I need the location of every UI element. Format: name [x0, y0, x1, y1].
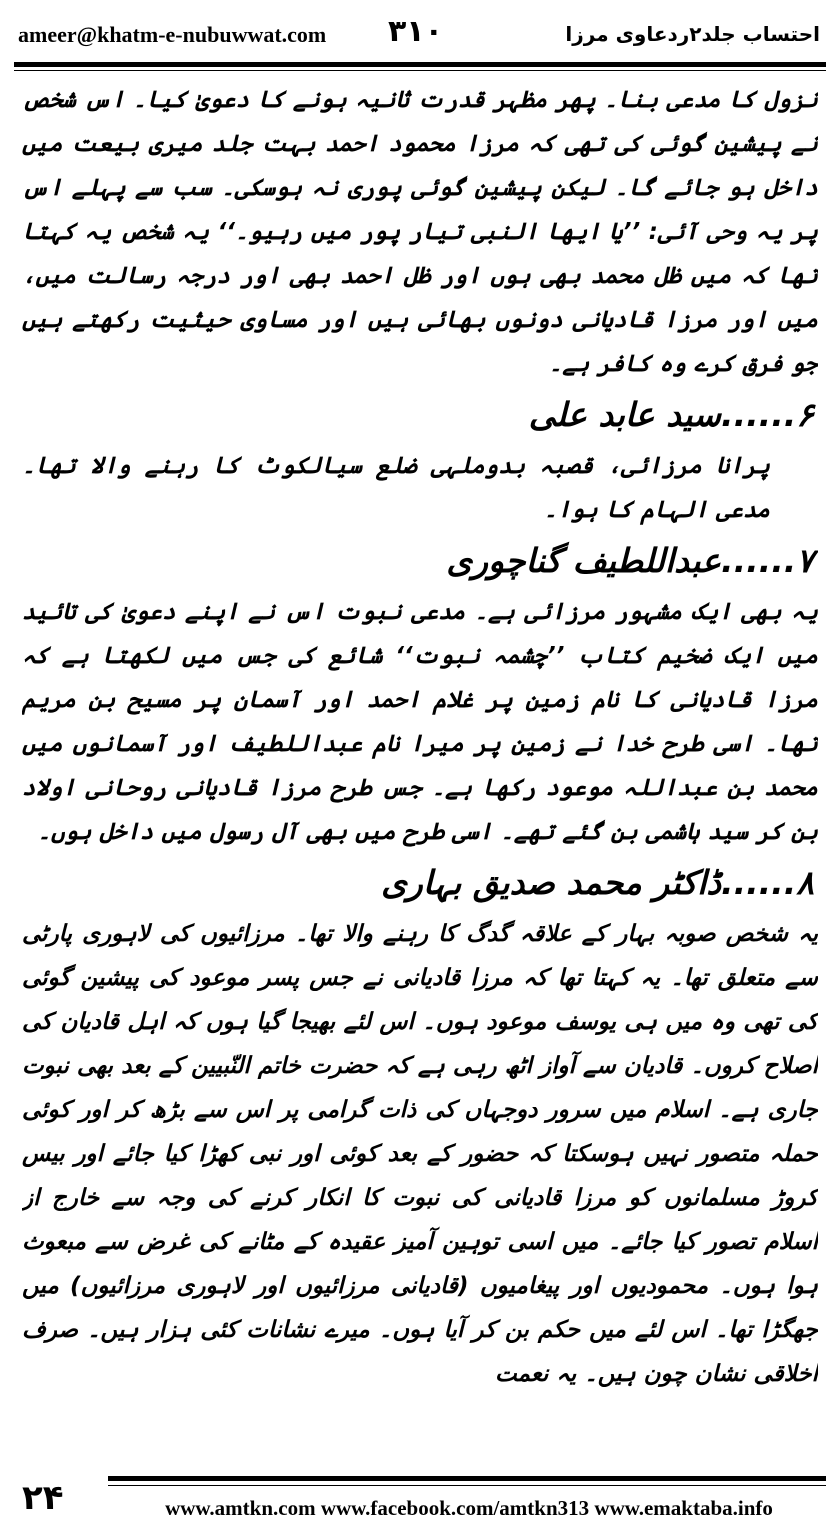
section-6-heading: ۶......سید عابد علی [528, 395, 814, 434]
footer-divider-thin [108, 1485, 826, 1486]
section-7-text: یہ بھی ایک مشہور مرزائی ہے۔ مدعی نبوت اس نے اپنے دعویٰ کی تائید میں ایک ضخیم کتاب ’’چشمہ نبوت‘‘ شائع کی جس میں لکھتا ہے کہ مرزا قادیانی کا نام زمین پر غلام احمد اور آسمان پر مسیح بن مریم تھا۔ اسی طرح خدا نے زمین پر میرا نام عبداللطیف اور آسمانوں میں محمد بن عبداللہ موعود رکھا ہے۔ جس طرح مرزا قادیانی روحانی اولاد بن کر سید ہاشمی بن گئے تھے۔ اسی طرح میں بھی آل رسول میں داخل ہوں۔ [22, 599, 818, 845]
intro-paragraph: نزول کا مدعی بنا۔ پھر مظہر قدرت ثانیہ ہونے کا دعویٰ کیا۔ اس شخص نے پیشین گوئی کی تھی کہ مرزا محمود احمد بہت جلد میری بیعت میں داخل ہو جائے گا۔ لیکن پیشین گوئی پوری نہ ہوسکی۔ سب سے پہلے اس پر یہ وحی آئی: ’’یا ایھا النبی تیار پور میں رہیو۔‘‘ یہ شخص یہ کہتا تھا کہ میں ظل محمد بھی ہوں اور ظل احمد بھی اور درجہ رسالت میں، میں اور مرزا قادیانی دونوں بھائی ہیں اور مساوی حیثیت رکھتے ہیں جو فرق کرے وہ کافر ہے۔ [22, 87, 818, 377]
header-page-number: ۳۱۰ [388, 14, 443, 49]
page-header [14, 14, 826, 58]
section-6-text: پرانا مرزائی، قصبہ بدوملہی ضلع سیالکوٹ کا رہنے والا تھا۔ مدعی الہام کا ہوا۔ [22, 453, 770, 523]
header-divider-thick [14, 62, 826, 67]
page-content [22, 78, 818, 1444]
header-book-title: احتساب جلد۲ردعاوی مرزا [565, 22, 820, 46]
header-email: ameer@khatm-e-nubuwwat.com [18, 22, 327, 47]
section-8-text: یہ شخص صوبہ بہار کے علاقہ گدگ کا رہنے والا تھا۔ مرزائیوں کی لاہوری پارٹی سے متعلق تھا۔ یہ کہتا تھا کہ مرزا قادیانی نے جس پسر موعود کی پیشین گوئی کی تھی وہ میں ہی یوسف موعود ہوں۔ اس لئے بھیجا گیا ہوں کہ اہل قادیان کی اصلاح کروں۔ قادیان سے آواز اٹھ رہی ہے کہ حضرت خاتم النّبیین کے بعد بھی نبوت جاری ہے۔ اسلام میں سرور دوجہاں کی ذات گرامی پر اس سے بڑھ کر اور کوئی حملہ متصور نہیں ہوسکتا کہ حضور کے بعد کوئی اور نبی کھڑا کیا جائے اور بیس کروڑ مسلمانوں کو مرزا قادیانی کی نبوت کا انکار کرنے کی وجہ سے خارج از اسلام تصور کیا جائے۔ میں اسی توہین آمیز عقیدہ کے مٹانے کی غرض سے مبعوث ہوا ہوں۔ محمودیوں اور پیغامیوں (قادیانی مرزائیوں اور لاہوری مرزائیوں) میں جھگڑا تھا۔ اس لئے میں حکم بن کر آیا ہوں۔ میرے نشانات کئی ہزار ہیں۔ صرف اخلاقی نشان چون ہیں۔ یہ نعمت [22, 921, 818, 1387]
footer-page-number: ۲۴ [22, 1478, 64, 1518]
section-8-heading: ۸......ڈاکٹر محمد صدیق بہاری [381, 863, 814, 902]
footer-links: www.amtkn.com www.facebook.com/amtkn313 www.emaktaba.info [165, 1496, 773, 1520]
section-7-heading: ۷......عبداللطیف گناچوری [446, 541, 814, 580]
footer-divider-thick [108, 1476, 826, 1481]
header-divider-thin [14, 70, 826, 71]
